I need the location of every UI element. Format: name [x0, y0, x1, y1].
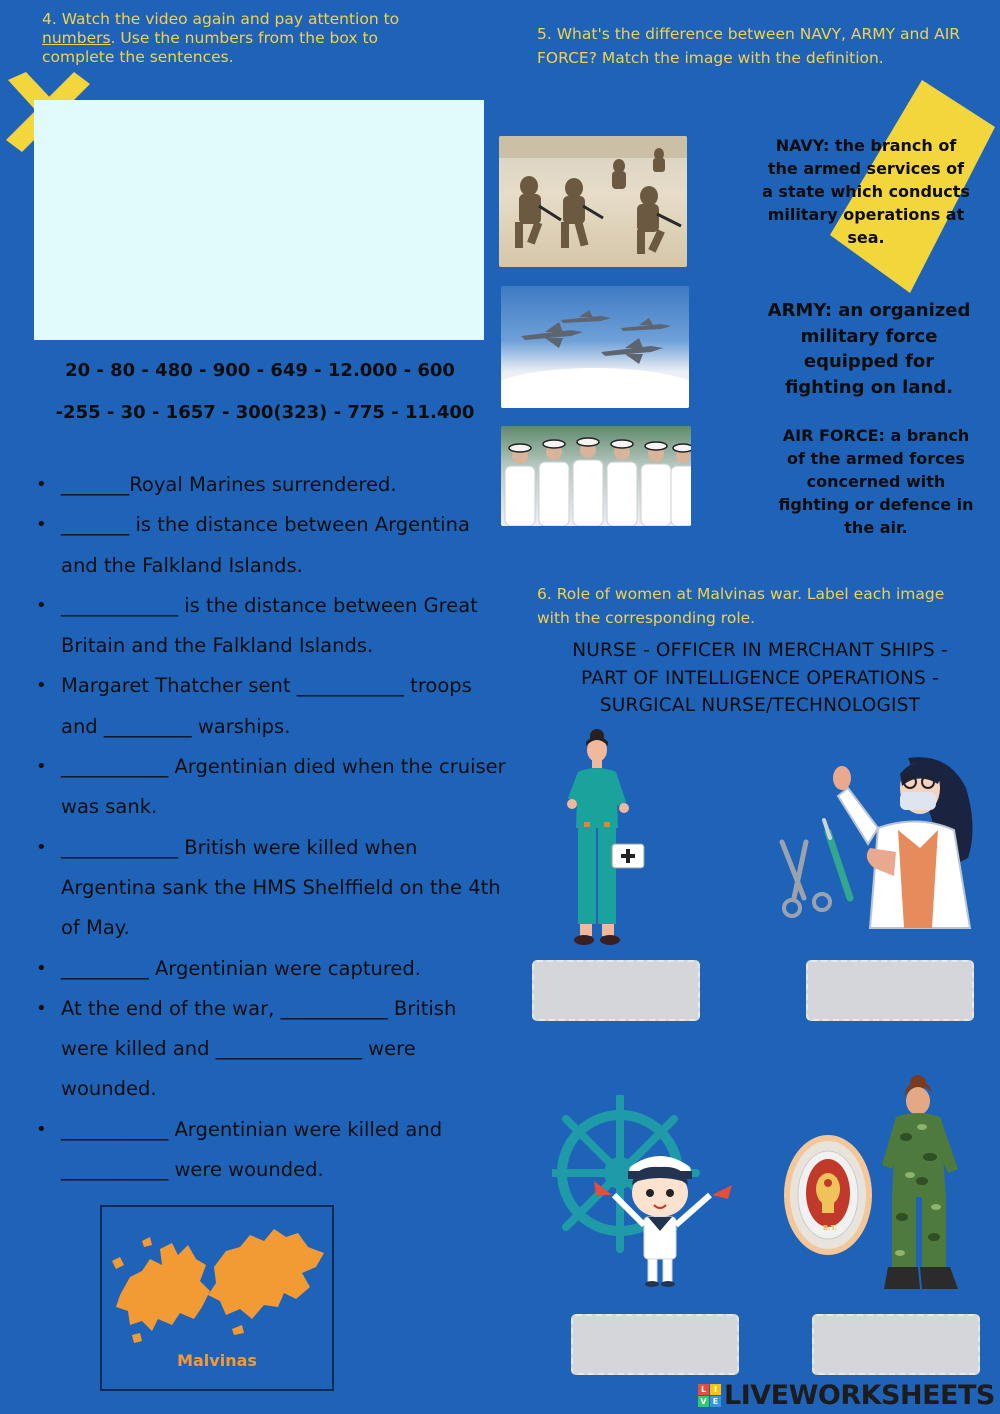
- numbers-row-2: -255 - 30 - 1657 - 300(323) - 775 - 11.400: [55, 402, 475, 423]
- malvinas-map: [100, 1205, 334, 1391]
- navy-definition: NAVY: the branch of the armed services of a state which conducts military operations at sea.: [762, 136, 970, 247]
- logo-mark-icon: L I V E: [698, 1384, 721, 1407]
- roles-line-1: NURSE - OFFICER IN MERCHANT SHIPS -: [572, 640, 948, 661]
- roles-line-2: PART OF INTELLIGENCE OPERATIONS -: [581, 667, 939, 689]
- list-item: • ___________ Argentinian died when the cruiser was sank.: [36, 747, 506, 828]
- navy-officers-icon: [501, 426, 691, 526]
- list-item: • ____________ British were killed when Argentina sank the HMS Shelffield on the 4th of May.: [36, 828, 506, 949]
- list-item: • _______ is the distance between Argentina and the Falkland Islands.: [36, 505, 506, 586]
- list-item: • ___________ Argentinian were killed and ___________ were wounded.: [36, 1110, 506, 1191]
- navy-photo: [501, 426, 691, 526]
- answer-box-intelligence[interactable]: [812, 1314, 980, 1375]
- list-item: • _______Royal Marines surrendered.: [36, 465, 506, 505]
- airforce-definition: AIR FORCE: a branch of the armed forces concerned with fighting or defence in the air.: [778, 426, 974, 537]
- merchant-officer-illustration-icon: [552, 1095, 742, 1287]
- list-item: • _________ Argentinian were captured.: [36, 949, 506, 989]
- fighter-jets-icon: [501, 286, 689, 408]
- intelligence-badge-soldier-icon: [782, 1057, 972, 1297]
- numbers-row-1: 20 - 80 - 480 - 900 - 649 - 12.000 - 600: [65, 360, 455, 381]
- section5-instruction: 5. What's the difference between NAVY, ARMY and AIR FORCE? Match the image with the definition.: [537, 25, 961, 67]
- roles-line-3: SURGICAL NURSE/TECHNOLOGIST: [599, 695, 921, 716]
- soldiers-running-icon: [499, 136, 687, 267]
- answer-box-merchant-officer[interactable]: [571, 1314, 739, 1375]
- surgical-nurse-illustration-icon: [778, 748, 978, 938]
- answer-box-nurse[interactable]: [532, 960, 700, 1021]
- list-item: • Margaret Thatcher sent ___________ troops and _________ warships.: [36, 666, 506, 747]
- logo-text: LIVEWORKSHEETS: [724, 1379, 995, 1411]
- army-photo: [499, 136, 687, 267]
- section4-instruction: 4. Watch the video again and pay attention to numbers. Use the numbers from the box to complete the sentences.: [42, 10, 400, 66]
- roles-list: [520, 637, 1000, 720]
- list-item: • At the end of the war, ___________ British were killed and _______________ were wounded.: [36, 989, 506, 1110]
- sentence-list: [36, 465, 506, 1190]
- badge-text: B.T.: [822, 1224, 838, 1232]
- map-label: Malvinas: [177, 1351, 257, 1370]
- numbers-link: numbers: [42, 29, 111, 47]
- video-placeholder-box[interactable]: [34, 100, 484, 340]
- section6-instruction: 6. Role of women at Malvinas war. Label each image with the corresponding role.: [537, 585, 945, 627]
- airforce-photo: [501, 286, 689, 408]
- liveworksheets-logo: [698, 1378, 995, 1412]
- list-item: • ____________ is the distance between Great Britain and the Falkland Islands.: [36, 586, 506, 667]
- intelligence-illustration: [782, 1057, 972, 1297]
- nurse-illustration-icon: [560, 728, 650, 950]
- answer-box-surgical-nurse[interactable]: [806, 960, 974, 1021]
- army-definition: ARMY: an organized military force equipped for fighting on land.: [767, 300, 971, 398]
